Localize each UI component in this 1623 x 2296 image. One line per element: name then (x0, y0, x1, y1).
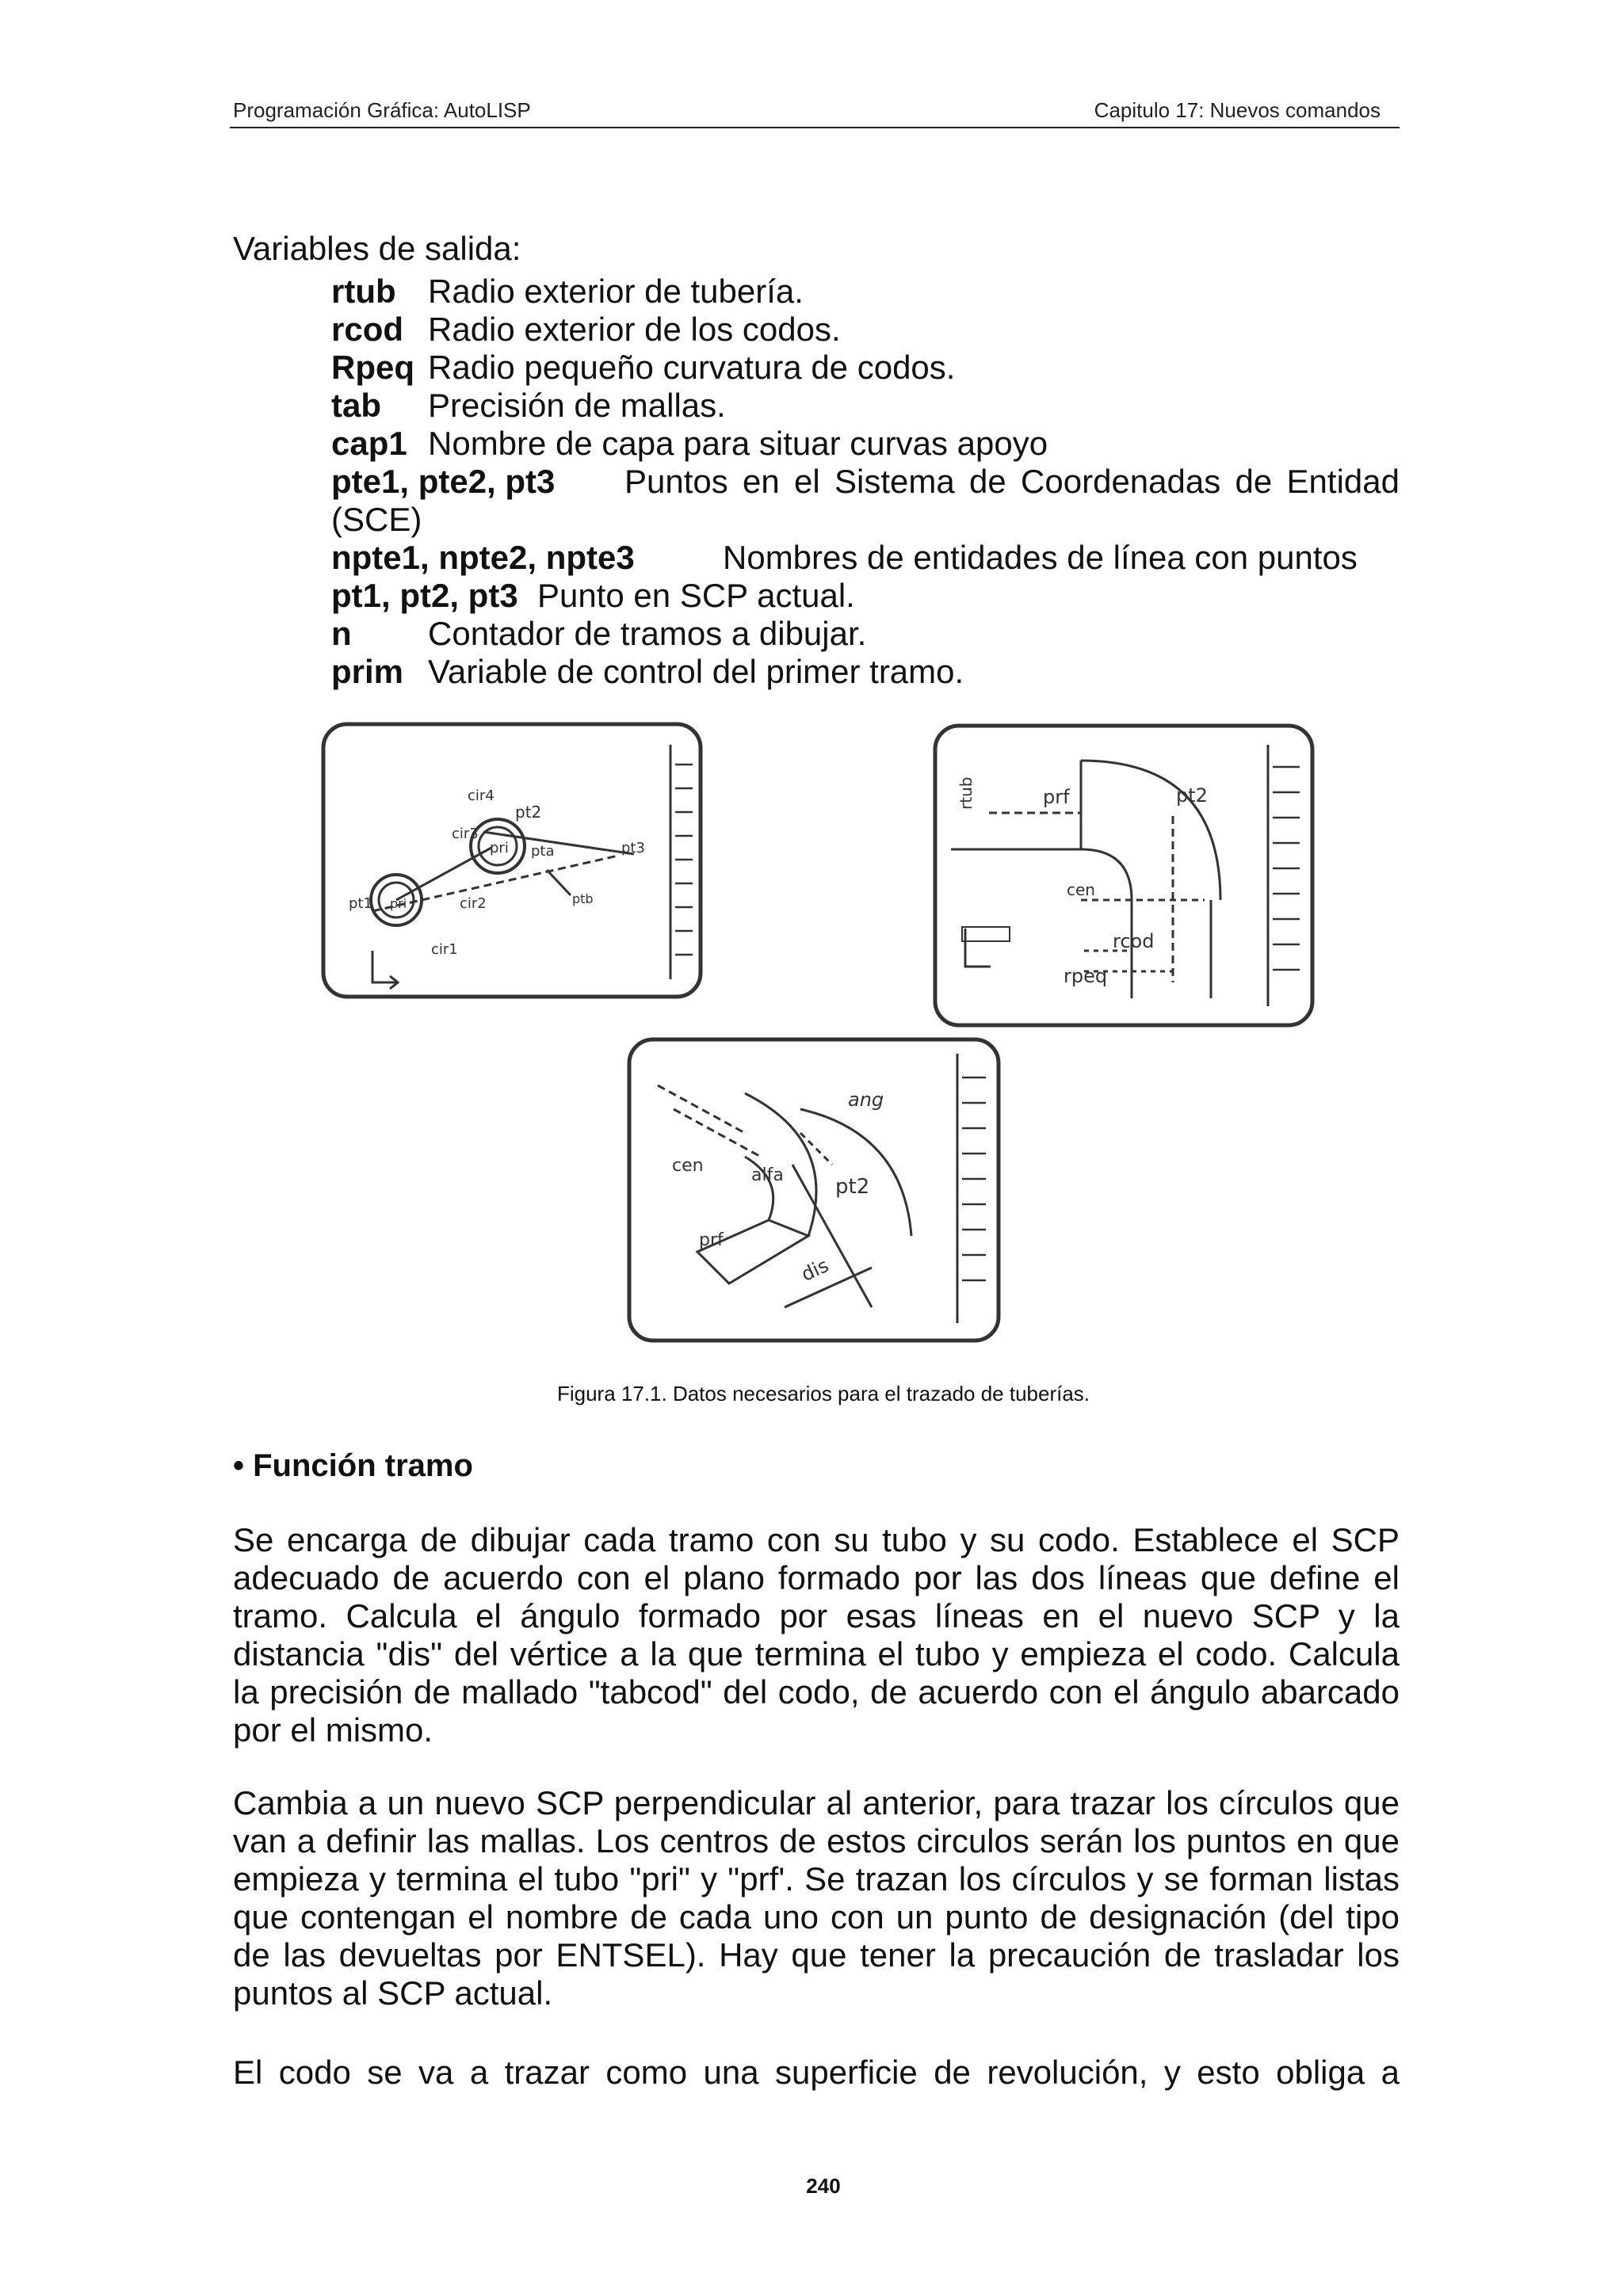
panel-1-sketch (323, 724, 701, 997)
panel1-label: pt2 (515, 803, 542, 822)
var-desc: Radio exterior de los codos. (428, 311, 841, 348)
var-code: rcod (331, 311, 404, 348)
panel2-label: rtub (957, 776, 976, 810)
panel1-label: cir3 (452, 826, 479, 842)
panel2-label: prf (1043, 786, 1070, 808)
panel1-label: pt3 (621, 840, 645, 856)
section-title: • Función tramo (233, 1448, 473, 1483)
panel1-label: ptb (572, 891, 594, 906)
var-desc: Contador de tramos a dibujar. (428, 615, 867, 652)
header-book-title: Programación Gráfica: AutoLISP (233, 98, 531, 122)
var-code: pte1, pte2, pt3 (331, 463, 556, 500)
panel1-label: pt1 (349, 895, 372, 912)
panel2-label: rpeq (1064, 965, 1108, 987)
var-desc-continuation: (SCE) (331, 501, 422, 538)
panel-2-sketch (935, 726, 1312, 1025)
panel3-label: alfa (751, 1165, 784, 1185)
panel3-label: dis (797, 1254, 832, 1286)
paragraph: Cambia a un nuevo SCP perpendicular al anterior, para trazar los círculos que van a definir las mallas. Los centros de estos circulos serán los puntos en que empieza y termina el tubo "pri" y "prf'. Se trazan los círculos y se forman listas que contengan el nombre de cada uno con un punto de designación (del tipo de las devueltas por ENTSEL). Hay que tener la precaución de trasladar los puntos al SCP actual. (233, 1784, 1400, 2012)
var-desc: Precisión de mallas. (428, 387, 726, 424)
var-desc: Radio exterior de tubería. (428, 273, 804, 310)
var-desc: Radio pequeño curvatura de codos. (428, 349, 956, 386)
panel1-label: cir1 (431, 941, 458, 958)
var-code: Rpeq (331, 349, 414, 386)
panel1-label: cir4 (468, 788, 495, 804)
var-code: npte1, npte2, npte3 (331, 539, 635, 576)
panel1-label: pta (531, 843, 555, 860)
var-desc: Nombre de capa para situar curvas apoyo (428, 425, 1048, 462)
page-number: 240 (806, 2174, 841, 2198)
panel2-label: pt2 (1176, 784, 1208, 807)
var-desc: Punto en SCP actual. (537, 577, 855, 614)
panel-3-sketch (629, 1039, 999, 1341)
paragraph: El codo se va a trazar como una superficie de revolución, y esto obliga a (233, 2054, 1400, 2091)
panel3-label: prf (699, 1230, 724, 1250)
panel3-label: cen (672, 1156, 704, 1176)
panel1-label: pri (390, 896, 407, 911)
panel2-label: cen (1067, 880, 1095, 899)
header-chapter-title: Capitulo 17: Nuevos comandos (1094, 98, 1381, 122)
panel1-label: pri (490, 840, 509, 856)
var-code: prim (331, 653, 404, 690)
panel3-label: ang (848, 1089, 884, 1111)
figure-caption: Figura 17.1. Datos necesarios para el trazado de tuberías. (556, 1382, 1090, 1405)
var-code: tab (331, 387, 381, 424)
panel2-label: rcod (1113, 930, 1155, 952)
var-code: cap1 (331, 425, 407, 462)
variables-title: Variables de salida: (233, 230, 521, 267)
var-desc: Puntos en el Sistema de Coordenadas de Entidad (624, 463, 1400, 500)
var-code: n (331, 615, 352, 652)
panel1-label: cir2 (460, 895, 487, 912)
var-desc: Nombres de entidades de línea con puntos (723, 539, 1358, 576)
panel3-label: pt2 (835, 1175, 870, 1199)
var-code: pt1, pt2, pt3 (331, 577, 518, 614)
paragraph: Se encarga de dibujar cada tramo con su tubo y su codo. Establece el SCP adecuado de acuerdo con el plano formado por las dos líneas que define el tramo. Calcula el ángulo formado por esas líneas en el nuevo SCP y la distancia "dis" del vértice a la que termina el tubo y empieza el codo. Calcula la precisión de mallado "tabcod" del codo, de acuerdo con el ángulo abarcado por el mismo. (233, 1521, 1400, 1749)
var-code: rtub (331, 273, 396, 310)
var-desc: Variable de control del primer tramo. (428, 653, 964, 690)
